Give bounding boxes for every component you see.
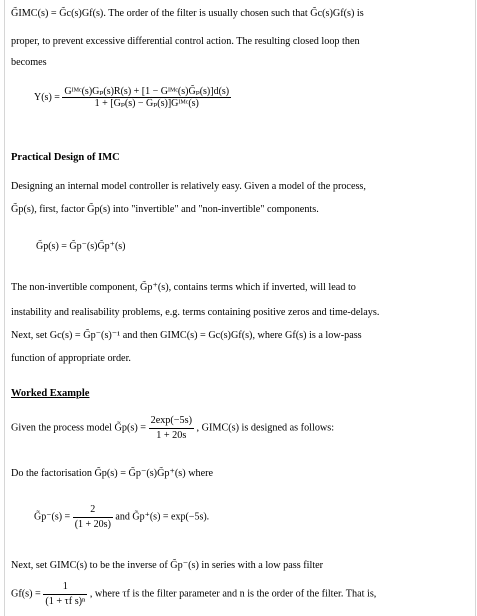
- page-border-right: [475, 0, 476, 616]
- heading-practical-design: Practical Design of IMC: [11, 152, 120, 163]
- practical-line4: instability and realisability problems, e.g. terms containing positive zeros and time-delays.: [11, 307, 380, 318]
- para1-line1: G̃IMC(s) = G̃c(s)Gf(s). The order of the filter is usually chosen such that G̃c(s)Gf(s) is: [11, 8, 364, 19]
- practical-line3: The non-invertible component, G̃p⁺(s), contains terms which if inverted, will lead to: [11, 282, 356, 293]
- inverse-equation: [34, 503, 209, 532]
- para1-line2: proper, to prevent excessive differential control action. The resulting closed loop then: [11, 36, 360, 47]
- inverse-lhs: G̃p⁻(s) =: [34, 511, 71, 523]
- factorisation-equation: G̃p(s) = G̃p⁻(s)G̃p⁺(s): [36, 241, 126, 252]
- heading-worked-example: Worked Example: [11, 388, 90, 399]
- filter-suffix: , where τf is the filter parameter and n is the order of the filter. That is,: [89, 588, 377, 600]
- filter-equation-line: [11, 580, 376, 609]
- closed-loop-numerator: Gᴵᴹᶜ(s)Gₚ(s)R(s) + [1 − Gᴵᴹᶜ(s)G̃ₚ(s)]d(s): [64, 86, 230, 97]
- inverse-numerator: 2: [73, 503, 113, 518]
- practical-line6: function of appropriate order.: [11, 353, 131, 364]
- para1-line3: becomes: [11, 57, 47, 68]
- practical-line5: Next, set Gc(s) = G̃p⁻(s)⁻¹ and then GIMC(s) = Gc(s)Gf(s), where Gf(s) is a low-pass: [11, 330, 362, 341]
- worked-next-line: Next, set GIMC(s) to be the inverse of G̃p⁻(s) in series with a low pass filter: [11, 560, 324, 571]
- practical-line1: Designing an internal model controller is relatively easy. Given a model of the process,: [11, 181, 366, 192]
- closed-loop-lhs: Y(s) =: [34, 92, 60, 103]
- given-prefix: Given the process model G̃p(s) =: [11, 422, 147, 434]
- inverse-denominator: (1 + 20s): [74, 519, 111, 530]
- given-numerator: 2exp(−5s): [149, 414, 194, 429]
- practical-line2: G̃p(s), first, factor G̃p(s) into "invertible" and "non-invertible" components.: [11, 204, 319, 215]
- inverse-suffix: and G̃p⁺(s) = exp(−5s).: [115, 511, 210, 523]
- given-suffix: , GIMC(s) is designed as follows:: [196, 422, 335, 434]
- filter-numerator: 1: [43, 580, 87, 595]
- worked-given-line: [11, 414, 334, 443]
- filter-denominator: (1 + τf s)ⁿ: [45, 596, 86, 607]
- given-denominator: 1 + 20s: [156, 430, 187, 441]
- worked-factor-line: Do the factorisation G̃p(s) = G̃p⁻(s)G̃p⁺(s) where: [11, 468, 214, 479]
- page-border-left: [4, 0, 5, 616]
- closed-loop-denominator: 1 + [Gₚ(s) − G̃ₚ(s)]Gᴵᴹᶜ(s): [94, 98, 199, 109]
- filter-lhs: Gf(s) =: [11, 588, 41, 600]
- closed-loop-equation: [34, 86, 231, 109]
